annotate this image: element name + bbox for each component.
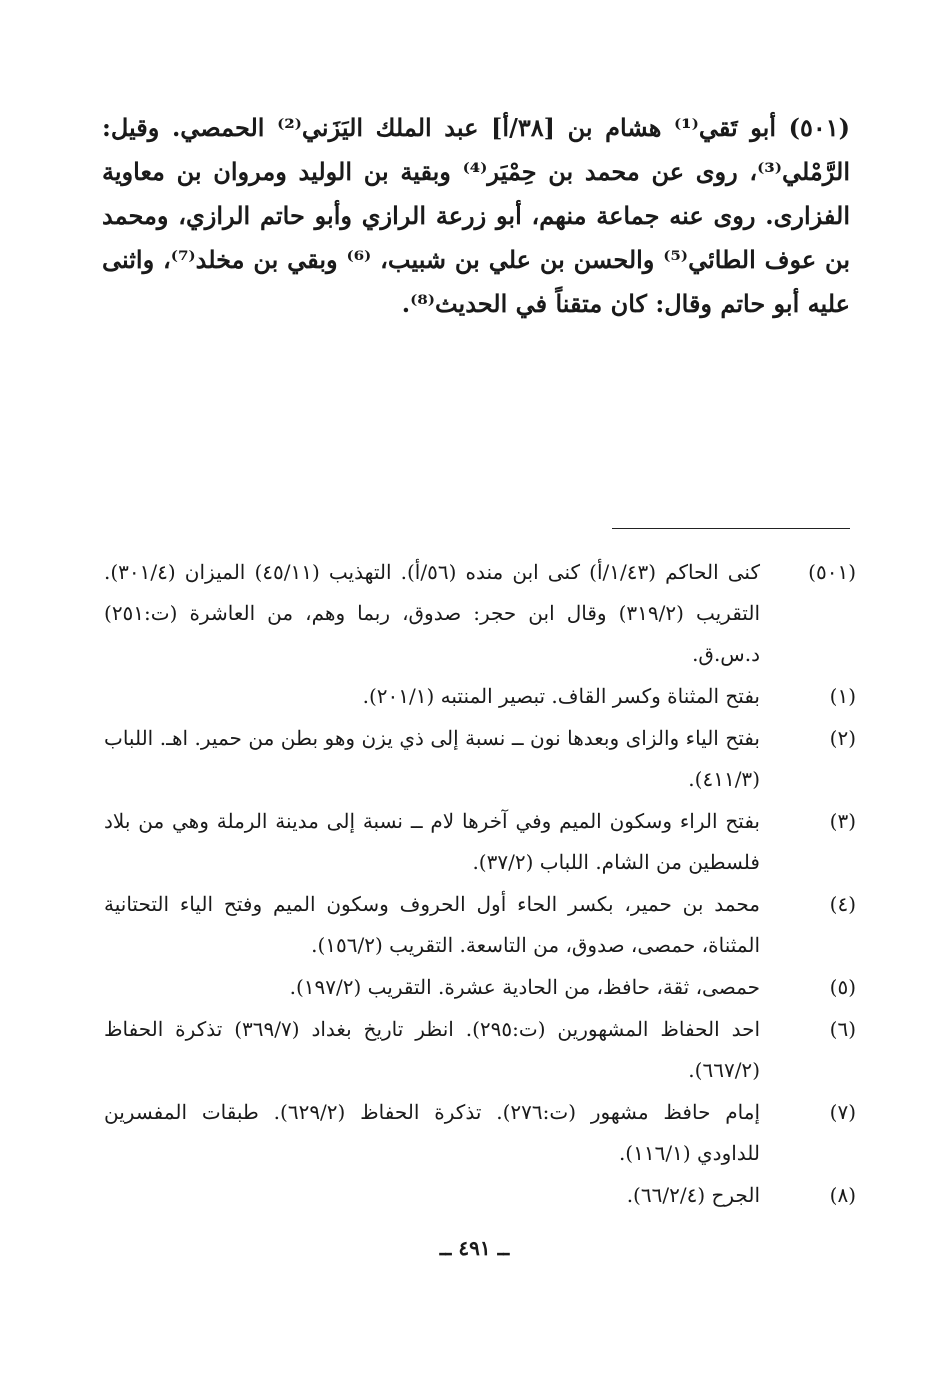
footnote-text: إمام حافظ مشهور (ت:٢٧٦). تذكرة الحفاظ (٦٢٩/٢). طبقات المفسرين للداودي (١١٦/١). bbox=[104, 1100, 761, 1165]
footnote-7 bbox=[104, 1092, 856, 1174]
footnote-2 bbox=[104, 718, 856, 800]
footnote-number: (١) bbox=[829, 684, 856, 708]
footnote-text: احد الحفاظ المشهورين (ت:٢٩٥). انظر تاريخ بغداد (٣٦٩/٧) تذكرة الحفاظ (٦٦٧/٢). bbox=[104, 1017, 760, 1082]
main-entry bbox=[102, 106, 850, 326]
footnote-text: بفتح الياء والزاى وبعدها نون ــ نسبة إلى ذي يزن وهو بطن من حمير. اهـ. اللباب (٤١١/٣). bbox=[104, 726, 760, 791]
footnote-number: (٥) bbox=[829, 975, 856, 999]
footnote-4 bbox=[104, 884, 856, 966]
page-number: ــ ٤٩١ ــ bbox=[439, 1236, 510, 1260]
entry-paragraph: (٥٠١) أبو تَقي⁽¹⁾ هشام بن [٣٨/أ] عبد الملك اليَزَني⁽²⁾ الحمصي. وقيل: الرَّمْلي⁽³⁾، روى عن محمد بن حِمْيَر⁽⁴⁾ وبقية بن الوليد ومروان بن معاوية الفزارى. روى عنه جماعة منهم، أبو زرعة الرازي وأبو حاتم الرازي، ومحمد بن عوف الطائي⁽⁵⁾ والحسن بن علي بن شبيب، ⁽⁶⁾ وبقي بن مخلد⁽⁷⁾، واثنى عليه أبو حاتم وقال: كان متقناً في الحديث⁽⁸⁾. bbox=[102, 113, 851, 318]
footnote-number: (٦) bbox=[829, 1017, 856, 1041]
footnote-number: (٥٠١) bbox=[808, 560, 856, 584]
footnote-separator bbox=[612, 528, 850, 529]
footnote-number: (٢) bbox=[829, 726, 856, 750]
footnote-number: (٨) bbox=[829, 1183, 856, 1207]
footnote-text: حمصى، ثقة، حافظ، من الحادية عشرة. التقريب (١٩٧/٢). bbox=[289, 975, 760, 999]
footnotes bbox=[104, 552, 856, 1217]
footnote-5 bbox=[104, 967, 856, 1008]
footnote-text: بفتح الراء وسكون الميم وفي آخرها لام ــ نسبة إلى مدينة الرملة وهي من بلاد فلسطين من الشام. اللباب (٣٧/٢). bbox=[104, 809, 760, 874]
footnote-1 bbox=[104, 676, 856, 717]
footnote-number: (٤) bbox=[829, 892, 856, 916]
footnote-8 bbox=[104, 1175, 856, 1216]
footnote-3 bbox=[104, 801, 856, 883]
footnote-6 bbox=[104, 1009, 856, 1091]
footnote-entry bbox=[104, 552, 856, 675]
footnote-number: (٧) bbox=[829, 1100, 856, 1124]
footnote-text: كنى الحاكم (١/٤٣/أ) كنى ابن منده (٥٦/أ). التهذيب (٤٥/١١) الميزان (٣٠١/٤). التقريب (٣١٩/٢) وقال ابن حجر: صدوق، ربما وهم، من العاشرة (ت:٢٥١) د.س.ق. bbox=[104, 560, 760, 666]
footnote-text: محمد بن حمير، بكسر الحاء أول الحروف وسكون الميم وفتح الياء التحتانية المثناة، حمصى، صدوق، من التاسعة. التقريب (١٥٦/٢). bbox=[104, 892, 760, 957]
footnote-text: بفتح المثناة وكسر القاف. تبصير المنتبه (٢٠١/١). bbox=[362, 684, 760, 708]
footnote-number: (٣) bbox=[829, 809, 856, 833]
footnote-text: الجرح (٦٦/٢/٤). bbox=[626, 1183, 760, 1207]
